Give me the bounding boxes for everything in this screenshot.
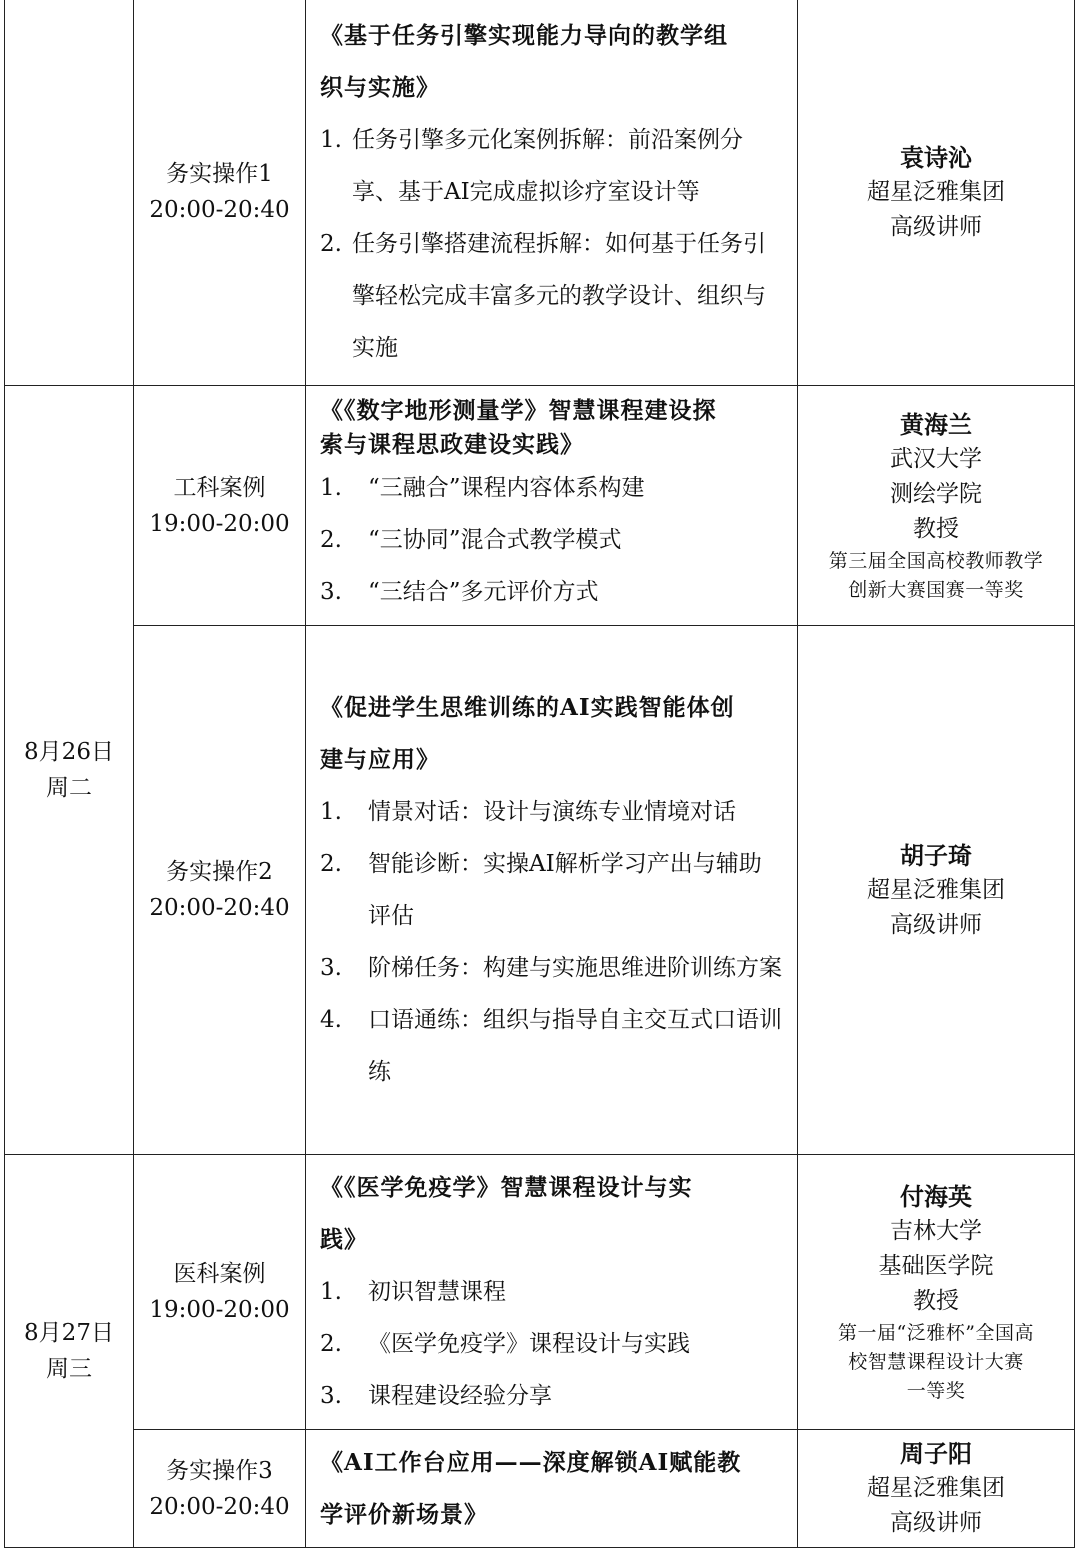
date-cell: [5, 0, 134, 386]
list-item: 1. 初识智慧课程: [320, 1279, 506, 1305]
speaker-cell: [798, 626, 1075, 1155]
speaker-name: 袁诗沁: [900, 142, 972, 172]
session-label: 务实操作1: [166, 161, 273, 187]
speaker-cell: [798, 0, 1075, 386]
schedule-table: [4, 0, 1075, 1548]
speaker-org: 武汉大学: [890, 445, 982, 472]
speaker-cell: [798, 1155, 1075, 1430]
speaker-award: 创新大赛国赛一等奖: [848, 578, 1024, 601]
speaker-org: 吉林大学: [890, 1217, 982, 1244]
speaker-award: 第三届全国高校教师教学: [828, 549, 1044, 572]
session-time: 20:00-20:40: [149, 197, 290, 223]
list-item: 2. “三协同”混合式教学模式: [320, 526, 622, 553]
speaker-award: 一等奖: [906, 1379, 966, 1402]
speaker-cell: [798, 386, 1075, 626]
list-item: 3. 课程建设经验分享: [320, 1383, 552, 1409]
list-item: 1. “三融合”课程内容体系构建: [320, 474, 645, 501]
speaker-cell: [798, 1430, 1075, 1548]
topic-title: 《AI工作台应用——深度解锁AI赋能教 学评价新场景》: [320, 1448, 742, 1528]
topic-title: 《《医学免疫学》智慧课程设计与实 践》: [320, 1174, 693, 1253]
topic-cell: [306, 0, 798, 386]
topic-title: 《基于任务引擎实现能力导向的教学组 织与实施》: [320, 22, 728, 101]
table-row: [5, 386, 1075, 626]
session-label: 医科案例: [173, 1261, 266, 1287]
session-time: 19:00-20:00: [149, 1297, 290, 1323]
session-time: 20:00-20:40: [149, 895, 290, 921]
session-time: 19:00-20:00: [149, 510, 290, 537]
table-row: [5, 626, 1075, 1155]
speaker-dept: 测绘学院: [890, 480, 982, 507]
table-row: [5, 1430, 1075, 1548]
session-label: 务实操作3: [166, 1457, 273, 1484]
list-item: 2. 智能诊断：实操AI解析学习产出与辅助评估: [320, 851, 762, 929]
session-cell: [134, 0, 306, 386]
speaker-role: 教授: [913, 1287, 959, 1314]
table-row: [5, 0, 1075, 386]
topic-title: 《《数字地形测量学》智慧课程建设探 索与课程思政建设实践》: [320, 396, 717, 458]
list-item: 2. 任务引擎搭建流程拆解：如何基于任务引擎轻松完成丰富多元的教学设计、组织与实施: [320, 231, 766, 361]
speaker-role: 高级讲师: [890, 213, 982, 240]
speaker-dept: 基础医学院: [878, 1252, 994, 1279]
session-cell: [134, 626, 306, 1155]
speaker-name: 付海英: [900, 1181, 972, 1211]
topic-cell: [306, 1430, 798, 1548]
list-item: 3. “三结合”多元评价方式: [320, 578, 599, 605]
speaker-role: 教授: [913, 515, 959, 542]
session-label: 工科案例: [173, 474, 266, 501]
speaker-org: 超星泛雅集团: [867, 876, 1005, 903]
session-cell: [134, 1430, 306, 1548]
list-item: 4. 口语通练：组织与指导自主交互式口语训练: [320, 1007, 782, 1085]
session-time: 20:00-20:40: [149, 1493, 290, 1520]
weekday-label: 周二: [46, 775, 92, 801]
speaker-role: 高级讲师: [890, 1510, 982, 1536]
list-item: 3. 阶梯任务：构建与实施思维进阶训练方案: [320, 955, 782, 981]
list-item: 1. 情景对话：设计与演练专业情境对话: [320, 799, 736, 825]
list-item: 1. 任务引擎多元化案例拆解：前沿案例分享、基于AI完成虚拟诊疗室设计等: [320, 127, 743, 205]
list-item: 2. 《医学免疫学》课程设计与实践: [320, 1331, 690, 1357]
date-cell: [5, 386, 134, 1155]
session-cell: [134, 1155, 306, 1430]
speaker-org: 超星泛雅集团: [867, 1475, 1005, 1501]
speaker-org: 超星泛雅集团: [867, 178, 1005, 205]
date-cell: [5, 1155, 134, 1548]
date-label: 8月26日: [24, 739, 114, 765]
session-cell: [134, 386, 306, 626]
speaker-name: 黄海兰: [900, 409, 972, 439]
session-label: 务实操作2: [166, 859, 273, 885]
table-row: [5, 1155, 1075, 1430]
weekday-label: 周三: [46, 1356, 92, 1382]
speaker-award: 校智慧课程设计大赛: [848, 1350, 1024, 1373]
speaker-name: 胡子琦: [900, 840, 972, 870]
speaker-award: 第一届“泛雅杯”全国高: [838, 1321, 1034, 1344]
topic-cell: [306, 626, 798, 1155]
topic-cell: [306, 1155, 798, 1430]
speaker-role: 高级讲师: [890, 911, 982, 938]
speaker-name: 周子阳: [900, 1439, 972, 1468]
date-label: 8月27日: [24, 1320, 114, 1346]
topic-cell: [306, 386, 798, 626]
topic-title: 《促进学生思维训练的AI实践智能体创 建与应用》: [320, 694, 735, 773]
